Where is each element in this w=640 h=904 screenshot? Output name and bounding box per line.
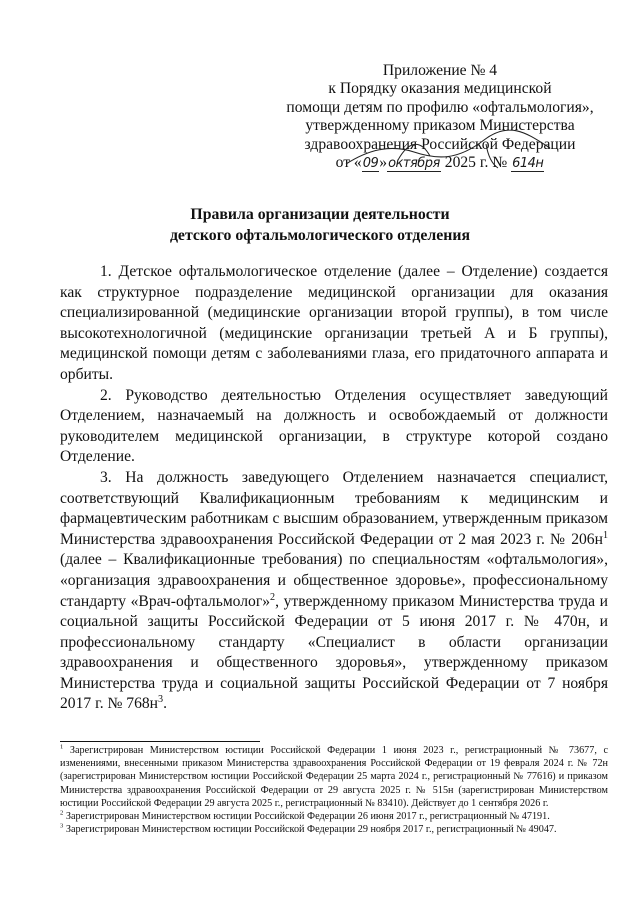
date-mid: » bbox=[379, 154, 388, 172]
handwritten-month: октября bbox=[388, 156, 440, 172]
handwritten-order-number: 614н bbox=[512, 156, 544, 172]
paragraph-3-end: . bbox=[163, 695, 168, 713]
footnote-1-text: Зарегистрирован Министерством юстиции Российской Федерации 1 июня 2023 г., регистрационный № 73677, с изменениями, внесенными приказом Министерства здравоохранения Российской Федерации от 19 февраля 2024 г. № 72н (зарегистрирован Министерством юстиции Российской Федерации 25 марта 2024 г., регистрационный № 77616) и приказом Министерства здравоохранения Российской Федерации от 29 августа 2025 г. № 515н (зарегистрирован Министерством юстиции Российской Федерации 29 августа 2025 г., регистрационный № 83410). Действует до 1 сентября 2026 г. bbox=[60, 745, 608, 809]
paragraph-3-part-c: , утвержденному приказом Министерства труда и социальной защиты Российской Федерации от 5 июня 2017 г. № 470н, и профессиональному стандарту «Специалист в области организации здравоохранения и общественного здоровья», утвержденному приказом Министерства труда и социальной защиты Российской Федерации от 7 ноября 2017 г. № 768н bbox=[60, 592, 608, 713]
footnotes bbox=[60, 744, 608, 836]
appendix-line-3: помощи детям по профилю «офтальмология», bbox=[286, 98, 594, 116]
footnote-2 bbox=[60, 810, 608, 823]
date-year: 2025 г. № bbox=[444, 154, 508, 172]
appendix-line-2: к Порядку оказания медицинской bbox=[328, 80, 552, 98]
title-line-1: Правила организации деятельности bbox=[190, 206, 450, 223]
order-date-line bbox=[262, 154, 618, 172]
paragraph-2: 2. Руководство деятельностью Отделения осуществляет заведующий Отделением, назначаемый на должность и освобождаемый от должности руководителем медицинской организации, в структуре которой создано Отделение. bbox=[60, 386, 608, 466]
paragraph-3-part-a: 3. На должность заведующего Отделением назначается специалист, соответствующий Квалификационным требованиям к медицинским и фармацевтическим работникам с высшим образованием, утвержденным приказом Министерства здравоохранения Российской Федерации от 2 мая 2023 г. № 206н bbox=[60, 468, 608, 548]
document-title bbox=[40, 204, 600, 246]
paragraph-1: 1. Детское офтальмологическое отделение (далее – Отделение) создается как структурное подразделение медицинской организации для оказания специализированной (медицинские организации второй группы), в том числе высокотехнологичной (медицинские организации третьей А и Б группы), медицинской помощи детям с заболеваниями глаза, его придаточного аппарата и орбиты. bbox=[60, 263, 608, 383]
handwritten-day: 09 bbox=[362, 156, 379, 172]
title-line-2: детского офтальмологического отделения bbox=[169, 227, 471, 244]
footnote-divider bbox=[60, 741, 260, 742]
footnote-ref-3[interactable]: 3 bbox=[158, 694, 164, 706]
appendix-number: Приложение № 4 bbox=[382, 62, 498, 79]
paragraph-3 bbox=[60, 468, 608, 715]
footnote-ref-1[interactable]: 1 bbox=[602, 529, 608, 541]
footnote-3 bbox=[60, 823, 608, 836]
footnote-2-text: Зарегистрирован Министерством юстиции Российской Федерации 26 июня 2017 г., регистрационный № 47191. bbox=[63, 811, 550, 823]
footnote-2-mark: 2 bbox=[60, 809, 64, 817]
paragraph-3-part-b: (далее – Квалификационные требования) по специальностям «офтальмология», «организация здравоохранения и общественное здоровье», профессиональному стандарту «Врач-офтальмолог» bbox=[60, 551, 608, 610]
appendix-header bbox=[262, 62, 618, 172]
date-prefix: от « bbox=[335, 154, 362, 172]
footnote-3-text: Зарегистрирован Министерством юстиции Российской Федерации 29 ноября 2017 г., регистрационный № 49047. bbox=[63, 824, 557, 836]
footnote-1 bbox=[60, 744, 608, 810]
document-body bbox=[60, 262, 608, 715]
appendix-line-4: утвержденному приказом Министерства bbox=[305, 117, 575, 135]
footnote-1-mark: 1 bbox=[60, 743, 64, 751]
appendix-line-5: здравоохранения Российской Федерации bbox=[304, 135, 576, 153]
footnote-3-mark: 3 bbox=[60, 822, 64, 830]
footnote-ref-2[interactable]: 2 bbox=[270, 591, 276, 603]
